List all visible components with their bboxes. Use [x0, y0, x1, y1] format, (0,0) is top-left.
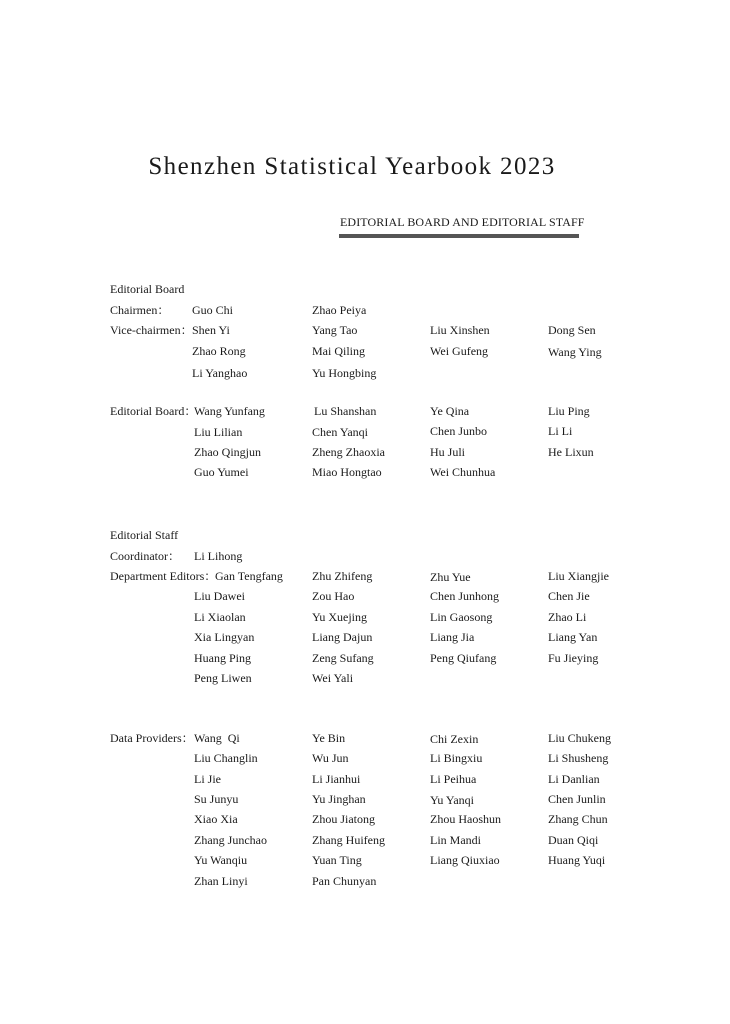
data-provider-name: Zhou Haoshun	[430, 812, 501, 826]
data-provider-name: Chen Junlin	[548, 792, 606, 806]
vice-chairman-name: Mai Qiling	[312, 344, 365, 358]
department-editor-name: Zhu Yue	[430, 570, 471, 584]
department-editor-name: Yu Xuejing	[312, 610, 367, 624]
data-provider-name: Ye Bin	[312, 731, 346, 745]
board-member-name: Wei Chunhua	[430, 465, 496, 479]
data-provider-name: Zhang Chun	[548, 812, 608, 826]
vice-chairman-name: Yang Tao	[312, 323, 358, 337]
data-provider-name: Pan Chunyan	[312, 874, 377, 888]
chairman-name: Zhao Peiya	[312, 303, 367, 317]
board-member-name: He Lixun	[548, 445, 594, 459]
data-providers-label: Data Providers：	[110, 731, 194, 745]
vice-chairman-name: Wang Ying	[548, 345, 602, 359]
department-editor-name: Peng Qiufang	[430, 651, 497, 665]
board-member-name: Lu Shanshan	[314, 404, 377, 418]
data-provider-name: Duan Qiqi	[548, 833, 599, 847]
vice-chairman-name: Liu Xinshen	[430, 323, 490, 337]
board-member-name: Zheng Zhaoxia	[312, 445, 385, 459]
data-provider-name: Yuan Ting	[312, 853, 362, 867]
data-provider-name: Yu Wanqiu	[194, 853, 248, 867]
department-editor-name: Lin Gaosong	[430, 610, 493, 624]
subtitle-underline	[339, 234, 579, 238]
vice-chairman-name: Dong Sen	[548, 323, 596, 337]
editorial-staff-heading: Editorial Staff	[110, 528, 179, 542]
department-editor-name: Liang Dajun	[312, 630, 373, 644]
department-editor-name: Zhao Li	[548, 610, 587, 624]
department-editor-name: Chen Junhong	[430, 589, 499, 603]
vice-chairman-name: Zhao Rong	[192, 344, 246, 358]
editorial-board-label: Editorial Board：	[110, 404, 197, 418]
data-provider-name: Wu Jun	[312, 751, 349, 765]
data-provider-name: Chi Zexin	[430, 732, 479, 746]
vice-chairman-name: Shen Yi	[192, 323, 230, 337]
page-title: Shenzhen Statistical Yearbook 2023	[148, 153, 556, 180]
coordinator-label: Coordinator：	[110, 549, 180, 563]
department-editor-name: Zhu Zhifeng	[312, 569, 373, 583]
data-provider-name: Wang Qi	[194, 731, 240, 745]
board-member-name: Chen Junbo	[430, 424, 487, 438]
department-editor-name: Liang Jia	[430, 630, 475, 644]
department-editor-name: Gan Tengfang	[215, 569, 283, 583]
department-editor-name: Zeng Sufang	[312, 651, 374, 665]
data-provider-name: Li Peihua	[430, 772, 477, 786]
data-provider-name: Lin Mandi	[430, 833, 481, 847]
data-provider-name: Zhang Huifeng	[312, 833, 385, 847]
chairmen-label: Chairmen：	[110, 303, 170, 317]
department-editor-name: Liu Xiangjie	[548, 569, 609, 583]
data-provider-name: Huang Yuqi	[548, 853, 606, 867]
department-editor-name: Wei Yali	[312, 671, 354, 685]
data-provider-name: Li Bingxiu	[430, 751, 483, 765]
department-editor-name: Chen Jie	[548, 589, 590, 603]
board-member-name: Ye Qina	[430, 404, 470, 418]
board-member-name: Hu Juli	[430, 445, 466, 459]
board-member-name: Liu Lilian	[194, 425, 243, 439]
data-provider-name: Zhou Jiatong	[312, 812, 375, 826]
board-member-name: Liu Ping	[548, 404, 590, 418]
data-provider-name: Xiao Xia	[194, 812, 238, 826]
data-provider-name: Zhang Junchao	[194, 833, 267, 847]
board-member-name: Chen Yanqi	[312, 425, 369, 439]
department-editor-name: Liang Yan	[548, 630, 598, 644]
data-provider-name: Li Shusheng	[548, 751, 609, 765]
data-provider-name: Liang Qiuxiao	[430, 853, 500, 867]
board-member-name: Li Li	[548, 424, 573, 438]
department-editor-name: Zou Hao	[312, 589, 355, 603]
board-member-name: Wang Yunfang	[194, 404, 265, 418]
board-member-name: Zhao Qingjun	[194, 445, 261, 459]
vice-chairman-name: Yu Hongbing	[312, 366, 377, 380]
department-editor-name: Li Xiaolan	[194, 610, 246, 624]
data-provider-name: Su Junyu	[194, 792, 239, 806]
department-editors-label: Department Editors：	[110, 569, 217, 583]
section-subtitle: EDITORIAL BOARD AND EDITORIAL STAFF	[340, 215, 585, 229]
coordinator-name: Li Lihong	[194, 549, 243, 563]
board-member-name: Guo Yumei	[194, 465, 249, 479]
data-provider-name: Yu Jinghan	[312, 792, 366, 806]
data-provider-name: Liu Changlin	[194, 751, 258, 765]
editorial-board-heading: Editorial Board	[110, 282, 185, 296]
data-provider-name: Liu Chukeng	[548, 731, 611, 745]
board-member-name: Miao Hongtao	[312, 465, 382, 479]
data-provider-name: Yu Yanqi	[430, 793, 475, 807]
data-provider-name: Li Jianhui	[312, 772, 361, 786]
department-editor-name: Fu Jieying	[548, 651, 599, 665]
department-editor-name: Huang Ping	[194, 651, 251, 665]
department-editor-name: Peng Liwen	[194, 671, 252, 685]
vice-chairmen-label: Vice-chairmen：	[110, 323, 193, 337]
vice-chairman-name: Li Yanghao	[192, 366, 248, 380]
department-editor-name: Liu Dawei	[194, 589, 245, 603]
data-provider-name: Li Danlian	[548, 772, 600, 786]
data-provider-name: Zhan Linyi	[194, 874, 248, 888]
data-provider-name: Li Jie	[194, 772, 221, 786]
department-editor-name: Xia Lingyan	[194, 630, 255, 644]
vice-chairman-name: Wei Gufeng	[430, 344, 489, 358]
chairman-name: Guo Chi	[192, 303, 234, 317]
